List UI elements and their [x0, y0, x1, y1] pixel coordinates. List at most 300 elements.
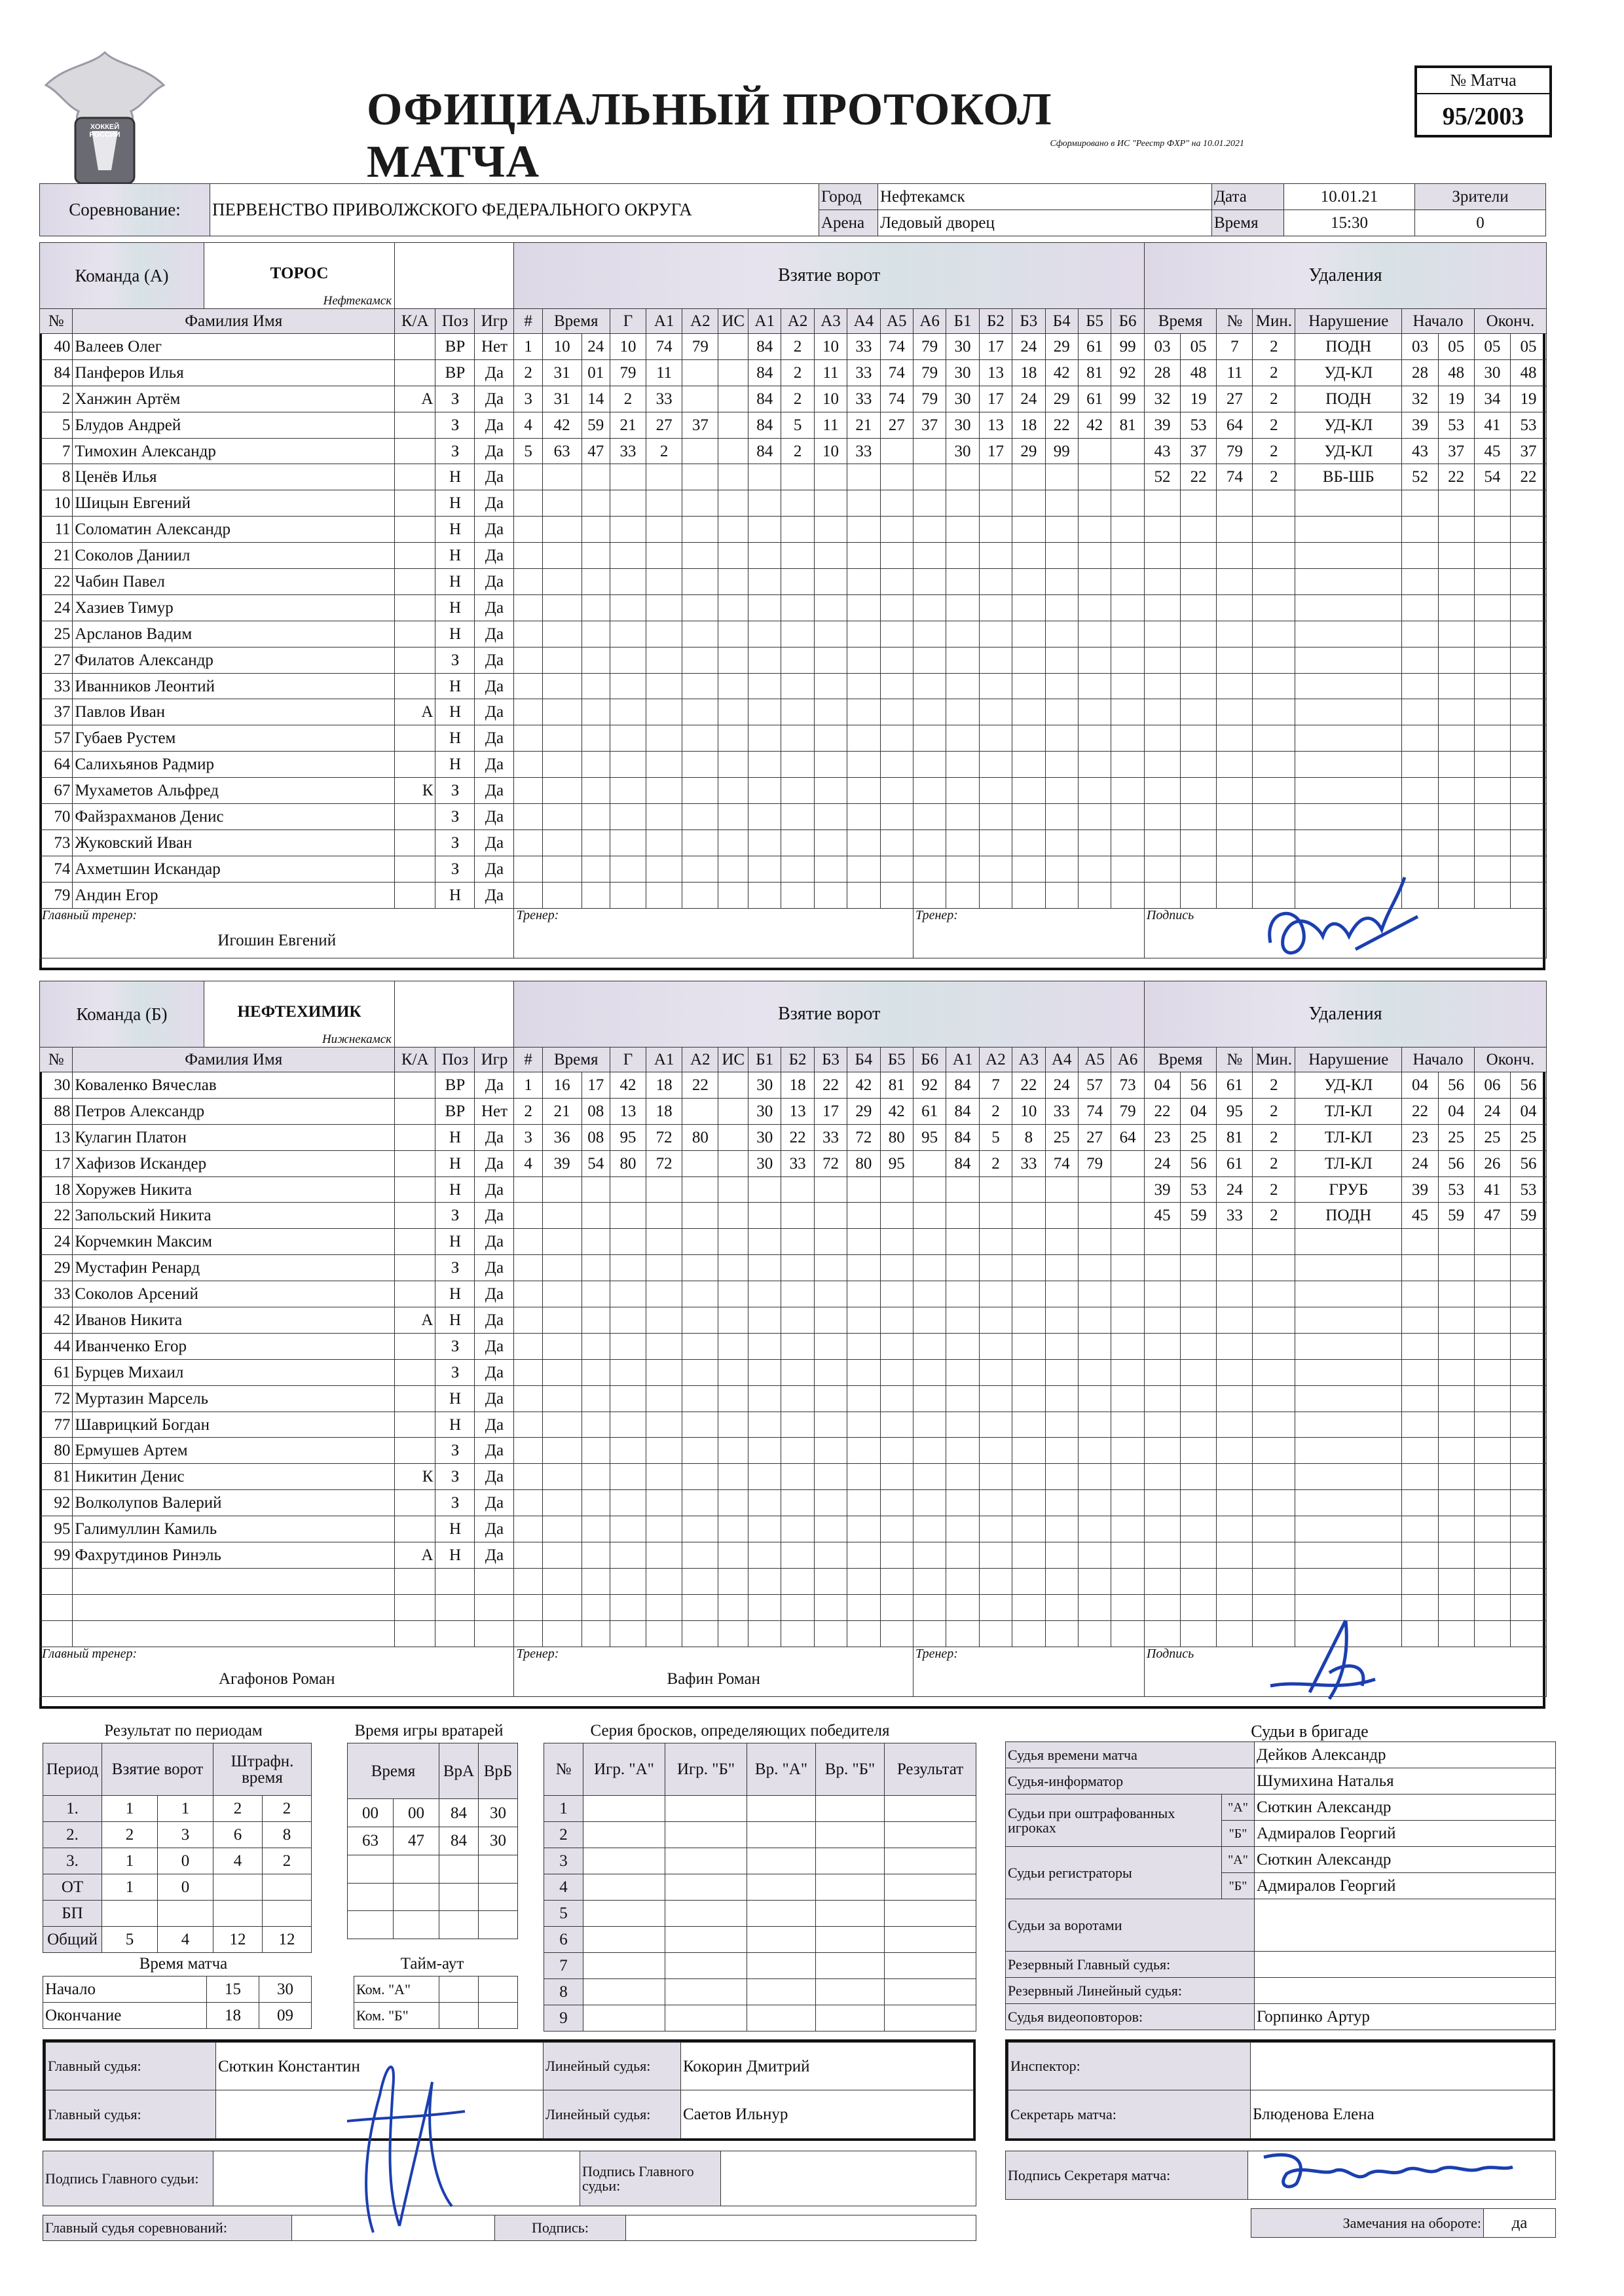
player-position: Н [435, 1412, 475, 1438]
player-captain [395, 1333, 435, 1359]
gk-cell [348, 1911, 394, 1939]
penalty-cell [1438, 1464, 1474, 1490]
penalty-cell [1181, 1620, 1217, 1647]
penalty-cell [1402, 543, 1438, 569]
penalty-cell: 33 [1217, 1203, 1253, 1229]
period-cell [263, 1901, 312, 1927]
goal-cell [581, 1464, 610, 1490]
penalty-cell [1181, 804, 1217, 830]
shootout-row [544, 1848, 976, 1874]
goal-cell: 24 [1012, 334, 1045, 360]
penbox-b-tag: "Б" [1222, 1821, 1255, 1847]
goal-cell [718, 464, 748, 490]
goal-cell [646, 594, 682, 621]
player-number: 33 [40, 1281, 73, 1307]
goal-cell [1012, 464, 1045, 490]
player-row [40, 438, 1547, 464]
goal-cell [880, 647, 913, 673]
player-name: Чабин Павел [73, 569, 395, 595]
goal-cell [748, 1542, 781, 1569]
period-cell: 2 [263, 1848, 312, 1874]
goal-cell [814, 1412, 847, 1438]
penalty-cell: 25 [1438, 1124, 1474, 1150]
goal-cell [682, 1203, 718, 1229]
goal-cell [748, 1412, 781, 1438]
goal-cell: 10 [542, 334, 581, 360]
player-number: 25 [40, 621, 73, 647]
player-name: Кулагин Платон [73, 1124, 395, 1150]
goal-cell [718, 543, 748, 569]
player-row [40, 1176, 1547, 1203]
penalty-cell: 52 [1144, 464, 1180, 490]
goal-cell [1012, 621, 1045, 647]
penalty-cell [1474, 1359, 1510, 1385]
goal-cell [847, 1385, 880, 1412]
penalties-section-title: Удаления [1144, 981, 1546, 1048]
penalty-cell [1144, 1333, 1180, 1359]
goal-cell [542, 1385, 581, 1412]
goal-cell [847, 647, 880, 673]
col-header: А2 [682, 309, 718, 334]
goal-cell [682, 1464, 718, 1490]
goal-cell [542, 1176, 581, 1203]
penalty-cell [1474, 1620, 1510, 1647]
shootout-cell [665, 1901, 747, 1927]
goal-cell [1078, 1281, 1111, 1307]
goal-cell [913, 1176, 946, 1203]
goal-cell [946, 804, 979, 830]
line-ref-2: Саетов Ильнур [681, 2090, 974, 2139]
penalty-cell: 53 [1438, 412, 1474, 438]
penalty-cell [1438, 1359, 1474, 1385]
penalty-cell [1402, 673, 1438, 699]
goal-cell: 27 [880, 412, 913, 438]
goal-cell: 30 [946, 438, 979, 464]
goal-cell [542, 882, 581, 908]
penalty-cell [1144, 829, 1180, 856]
penalty-cell: 37 [1181, 438, 1217, 464]
penalty-cell: 03 [1402, 334, 1438, 360]
match-number: 95/2003 [1442, 103, 1524, 130]
goal-cell [946, 1281, 979, 1307]
penalty-cell [1438, 1255, 1474, 1281]
shootout-cell [583, 1953, 665, 1979]
goal-cell [682, 1255, 718, 1281]
player-position: Н [435, 1150, 475, 1176]
goal-cell [979, 543, 1012, 569]
goal-cell: 95 [913, 1124, 946, 1150]
end-label: Окончание [43, 2003, 207, 2029]
penalty-cell [1402, 1333, 1438, 1359]
penalty-cell: 56 [1181, 1150, 1217, 1176]
player-row [40, 1333, 1547, 1359]
goal-cell [682, 856, 718, 882]
goal-cell [1045, 621, 1078, 647]
col-header: А3 [1012, 1048, 1045, 1072]
goal-cell [1111, 1620, 1145, 1647]
gk-cell [439, 1911, 479, 1939]
penalty-cell [1217, 1281, 1253, 1307]
shootout-cell [665, 2005, 747, 2032]
penalty-cell [1181, 1281, 1217, 1307]
penalty-cell [1295, 752, 1402, 778]
goal-cell [646, 1203, 682, 1229]
goal-cell: 10 [814, 386, 847, 412]
goal-cell [847, 804, 880, 830]
penalty-cell: 2 [1253, 1072, 1295, 1099]
player-captain [395, 829, 435, 856]
penalty-cell [1144, 1620, 1180, 1647]
penalty-cell: 24 [1217, 1176, 1253, 1203]
period-cell: 12 [263, 1927, 312, 1953]
team-a-section [39, 242, 1545, 970]
goal-cell [880, 1568, 913, 1594]
goal-cell [946, 1176, 979, 1203]
goal-cell [682, 1516, 718, 1542]
player-row [40, 569, 1547, 595]
goal-cell [718, 1255, 748, 1281]
penalty-cell [1402, 752, 1438, 778]
goal-cell [1045, 1594, 1078, 1620]
goal-cell [1012, 1255, 1045, 1281]
goal-cell [913, 621, 946, 647]
player-name: Ермушев Артем [73, 1438, 395, 1464]
player-played: Да [475, 752, 514, 778]
goal-cell [1012, 1542, 1045, 1569]
goal-cell [718, 882, 748, 908]
penalty-cell [1474, 647, 1510, 673]
goal-cell [646, 752, 682, 778]
goal-cell [1012, 490, 1045, 517]
col-header: А2 [682, 1048, 718, 1072]
goal-cell [814, 1594, 847, 1620]
player-number: 88 [40, 1098, 73, 1124]
goal-cell [748, 1176, 781, 1203]
goal-cell [814, 1229, 847, 1255]
penalty-cell [1402, 1385, 1438, 1412]
goal-cell [682, 829, 718, 856]
goal-cell [542, 1568, 581, 1594]
penalty-cell [1510, 1568, 1546, 1594]
penalty-cell [1217, 1333, 1253, 1359]
goal-cell [581, 517, 610, 543]
penalty-cell: 2 [1253, 1098, 1295, 1124]
goal-cell [748, 569, 781, 595]
player-position: Н [435, 752, 475, 778]
penalty-cell [1438, 517, 1474, 543]
player-name: Никитин Денис [73, 1464, 395, 1490]
goal-cell: 42 [542, 412, 581, 438]
goal-cell: 21 [847, 412, 880, 438]
arena-label: Арена [819, 210, 878, 236]
referees-table [1005, 1741, 1556, 2030]
goal-cell [748, 594, 781, 621]
penalty-cell [1295, 1281, 1402, 1307]
goal-cell [913, 1568, 946, 1594]
goal-cell [1078, 543, 1111, 569]
player-played: Да [475, 725, 514, 752]
goal-cell [1078, 1176, 1111, 1203]
goal-cell [542, 1464, 581, 1490]
goal-cell [514, 725, 542, 752]
goal-cell [646, 1359, 682, 1385]
player-position: Н [435, 1176, 475, 1203]
penalty-cell [1510, 725, 1546, 752]
period-cell: 1 [158, 1796, 213, 1822]
goal-cell [913, 1516, 946, 1542]
goal-cell [1012, 1203, 1045, 1229]
goal-cell [514, 1176, 542, 1203]
goal-cell [1078, 829, 1111, 856]
goal-cell [847, 1490, 880, 1516]
period-row [43, 1848, 312, 1874]
penalty-cell [1253, 621, 1295, 647]
goal-cell [946, 464, 979, 490]
player-played: Да [475, 1464, 514, 1490]
goal-cell [781, 804, 814, 830]
player-played: Да [475, 882, 514, 908]
start-hh: 15 [207, 1977, 259, 2003]
penalty-cell [1510, 517, 1546, 543]
goal-cell [718, 778, 748, 804]
coach-label: Тренер: [516, 1647, 559, 1661]
goal-cell [781, 699, 814, 725]
goal-cell [781, 1412, 814, 1438]
player-number: 24 [40, 1229, 73, 1255]
shootout-cell [885, 1874, 976, 1901]
goal-cell [581, 1333, 610, 1359]
goal-cell [646, 829, 682, 856]
penalty-cell: 19 [1181, 386, 1217, 412]
goal-cell: 42 [1045, 359, 1078, 386]
goal-cell [1078, 1490, 1111, 1516]
penalty-cell [1438, 1385, 1474, 1412]
penalty-cell [1402, 699, 1438, 725]
player-row [40, 1307, 1547, 1334]
col-header: Б3 [1012, 309, 1045, 334]
goal-cell [847, 882, 880, 908]
player-played: Да [475, 1281, 514, 1307]
goal-cell [682, 725, 718, 752]
player-row [40, 1385, 1547, 1412]
goal-cell: 24 [1012, 386, 1045, 412]
player-captain [395, 1098, 435, 1124]
penalty-cell [1295, 647, 1402, 673]
penalty-cell [1144, 1255, 1180, 1281]
goal-cell [542, 1203, 581, 1229]
goal-cell: 84 [748, 412, 781, 438]
goal-cell [1078, 752, 1111, 778]
player-name: Блудов Андрей [73, 412, 395, 438]
player-row [40, 1124, 1547, 1150]
goal-cell: 33 [646, 386, 682, 412]
goal-cell [1078, 1464, 1111, 1490]
goal-cell [542, 673, 581, 699]
player-name: Хафизов Искандер [73, 1150, 395, 1176]
penalty-cell [1253, 1333, 1295, 1359]
shootout-cell [816, 1848, 885, 1874]
goal-cell [682, 752, 718, 778]
goal-cell [1111, 438, 1145, 464]
goal-cell [814, 1464, 847, 1490]
sig-main-label-1: Подпись Главного судьи: [43, 2151, 213, 2206]
penalty-cell [1253, 699, 1295, 725]
timeout-a-label: Ком. "А" [354, 1977, 439, 2003]
penalty-cell: 2 [1253, 464, 1295, 490]
goal-cell [946, 517, 979, 543]
goal-cell [1078, 882, 1111, 908]
penalty-cell: 41 [1474, 412, 1510, 438]
goal-cell [880, 752, 913, 778]
goal-cell [610, 1464, 646, 1490]
goal-cell [946, 1516, 979, 1542]
goal-cell: 79 [682, 334, 718, 360]
goal-cell: 17 [979, 334, 1012, 360]
goal-cell [781, 856, 814, 882]
penalty-cell: 24 [1474, 1098, 1510, 1124]
penalty-cell [1295, 1516, 1402, 1542]
goal-cell [880, 804, 913, 830]
player-captain [395, 1150, 435, 1176]
goal-cell: 74 [1078, 1098, 1111, 1124]
goal-cell [514, 752, 542, 778]
penalty-cell [1144, 1542, 1180, 1569]
penalty-cell: 11 [1217, 359, 1253, 386]
goal-cell [748, 621, 781, 647]
goal-cell [781, 1620, 814, 1647]
goal-cell [979, 1255, 1012, 1281]
player-name: Мухаметов Альфред [73, 778, 395, 804]
goal-cell [610, 1333, 646, 1359]
player-name: Файзрахманов Денис [73, 804, 395, 830]
goal-cell [748, 464, 781, 490]
goal-cell [682, 699, 718, 725]
goal-cell: 80 [610, 1150, 646, 1176]
goal-cell [610, 1542, 646, 1569]
goal-cell [581, 752, 610, 778]
goal-cell: 31 [542, 386, 581, 412]
penalty-cell: 28 [1144, 359, 1180, 386]
penalty-cell: 34 [1474, 386, 1510, 412]
shootout-cell [885, 1822, 976, 1848]
penalty-cell [1510, 1385, 1546, 1412]
goal-cell [748, 647, 781, 673]
line2-label: Линейный судья: [544, 2090, 681, 2139]
goal-cell [979, 752, 1012, 778]
goal-cell [913, 829, 946, 856]
col-header: Б5 [880, 1048, 913, 1072]
player-position: ВР [435, 334, 475, 360]
penalty-cell [1474, 778, 1510, 804]
player-captain [395, 1072, 435, 1099]
goal-cell [542, 752, 581, 778]
player-played: Да [475, 856, 514, 882]
penalty-cell: 39 [1144, 412, 1180, 438]
penalty-cell [1253, 1412, 1295, 1438]
goal-cell: 79 [913, 334, 946, 360]
player-captain [395, 1412, 435, 1438]
goal-cell: 29 [1012, 438, 1045, 464]
goal-cell [814, 882, 847, 908]
player-played: Да [475, 1490, 514, 1516]
so-pb-header: Игр. "Б" [665, 1743, 747, 1796]
goal-cell: 33 [847, 438, 880, 464]
goal-cell: 21 [610, 412, 646, 438]
period-cell: 3. [43, 1848, 102, 1874]
col-header: Начало [1402, 1048, 1474, 1072]
col-header: Б4 [1045, 309, 1078, 334]
player-name: Шицын Евгений [73, 490, 395, 517]
penalty-cell [1253, 1229, 1295, 1255]
goal-cell [946, 1620, 979, 1647]
goal-cell [847, 1464, 880, 1490]
goal-cell [1045, 1385, 1078, 1412]
shootout-cell [885, 1901, 976, 1927]
goal-cell [1045, 673, 1078, 699]
player-played: Да [475, 1412, 514, 1438]
col-header: Оконч. [1474, 1048, 1546, 1072]
penalty-cell [1144, 569, 1180, 595]
goal-cell: 5 [514, 438, 542, 464]
goal-cell: 10 [814, 438, 847, 464]
penalty-cell [1253, 1438, 1295, 1464]
penalty-cell [1402, 1281, 1438, 1307]
penalty-cell [1144, 699, 1180, 725]
goal-cell [514, 594, 542, 621]
penalty-cell [1295, 543, 1402, 569]
penalty-cell [1181, 1229, 1217, 1255]
goal-cell [718, 1229, 748, 1255]
penalty-cell [1474, 594, 1510, 621]
penalty-cell [1474, 621, 1510, 647]
penalty-cell: 2 [1253, 412, 1295, 438]
goal-cell [814, 725, 847, 752]
team-b-section [39, 981, 1545, 1709]
penalty-cell [1510, 1464, 1546, 1490]
goal-cell [880, 517, 913, 543]
goal-cell [581, 1620, 610, 1647]
penalty-cell [1438, 673, 1474, 699]
penalty-cell: 43 [1402, 438, 1438, 464]
penalty-cell: 2 [1253, 334, 1295, 360]
goal-cell [581, 1203, 610, 1229]
goal-cell [946, 1438, 979, 1464]
goal-cell [1012, 882, 1045, 908]
penalty-cell [1438, 1542, 1474, 1569]
player-number: 24 [40, 594, 73, 621]
penalty-cell [1474, 569, 1510, 595]
goal-cell [880, 543, 913, 569]
penalty-cell [1438, 490, 1474, 517]
goal-cell [581, 1542, 610, 1569]
col-header: Время [1144, 309, 1216, 334]
penalty-cell [1217, 1542, 1253, 1569]
penalty-cell: 23 [1402, 1124, 1438, 1150]
goal-cell: 13 [979, 359, 1012, 386]
goal-cell [913, 778, 946, 804]
goal-cell [718, 569, 748, 595]
so-res-header: Результат [885, 1743, 976, 1796]
goal-cell [748, 699, 781, 725]
penalty-cell [1181, 1542, 1217, 1569]
col-header: № [40, 1048, 73, 1072]
goal-cell [814, 1568, 847, 1594]
player-position: Н [435, 1385, 475, 1412]
goal-cell [682, 1385, 718, 1412]
goal-cell: 92 [1111, 359, 1145, 386]
gk-cell: 84 [439, 1827, 479, 1855]
penalty-cell [1510, 673, 1546, 699]
